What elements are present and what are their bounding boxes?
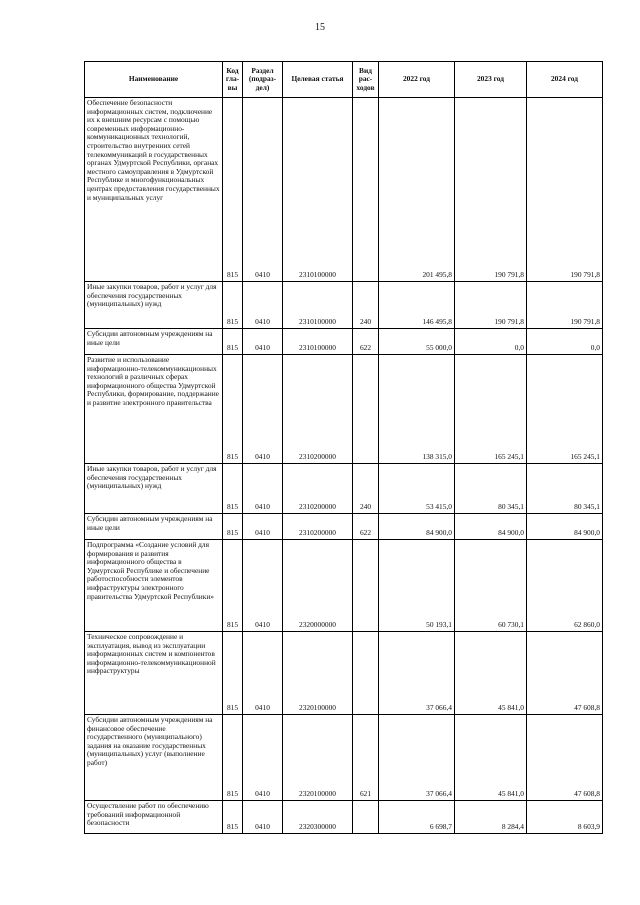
row-2024: 47 608,8 [527,632,603,715]
row-2022: 6 698,7 [379,801,455,834]
row-article: 2310100000 [283,282,353,329]
row-expense-type [353,801,379,834]
row-2023: 60 730,1 [455,540,527,632]
row-name: Техническое сопровождение и эксплуатация, вывод из эксплуатации информационных систем и компонентов информационно-телекоммуникационной инфраструктуры [85,632,223,715]
row-article: 2310100000 [283,329,353,355]
header-2024: 2024 год [527,62,603,98]
row-2024: 84 900,0 [527,514,603,540]
row-expense-type: 621 [353,715,379,801]
row-2023: 80 345,1 [455,464,527,514]
table-row [85,464,603,514]
row-code: 815 [223,464,243,514]
row-section: 0410 [243,464,283,514]
row-code: 815 [223,355,243,464]
row-2022: 84 900,0 [379,514,455,540]
row-2024: 190 791,8 [527,282,603,329]
row-2022: 146 495,8 [379,282,455,329]
header-code: Код гла- вы [223,62,243,98]
row-name: Субсидии автономным учреждениям на финансовое обеспечение государственного (муниципального) задания на оказание государственных (муниципальных) услуг (выполнение работ) [85,715,223,801]
row-expense-type [353,540,379,632]
budget-table [84,61,603,834]
row-2022: 37 066,4 [379,632,455,715]
header-2023: 2023 год [455,62,527,98]
row-2022: 37 066,4 [379,715,455,801]
row-article: 2320300000 [283,801,353,834]
header-section: Раздел (подраз- дел) [243,62,283,98]
table-row [85,801,603,834]
row-name: Иные закупки товаров, работ и услуг для обеспечения государственных (муниципальных) нужд [85,282,223,329]
row-code: 815 [223,540,243,632]
row-expense-type [353,632,379,715]
row-2023: 190 791,8 [455,98,527,282]
header-expense-type: Вид рас- ходов [353,62,379,98]
row-2023: 84 900,0 [455,514,527,540]
row-2023: 45 841,0 [455,715,527,801]
row-expense-type [353,98,379,282]
row-section: 0410 [243,715,283,801]
row-name: Осуществление работ по обеспечению требований информационной безопасности [85,801,223,834]
row-article: 2310100000 [283,98,353,282]
row-name: Обеспечение безопасности информационных систем, подключение их к внешним ресурсам с помощью современных информационно-коммуникационных технологий, строительство внутренних сетей телекоммуникаций в государственных органах Удмуртской Республики, органах местного самоуправления в Удмуртской Республике и многофункциональных центрах предоставления государственных и муниципальных услуг [85,98,223,282]
row-2024: 62 860,0 [527,540,603,632]
table-row [85,355,603,464]
row-code: 815 [223,98,243,282]
table-row [85,715,603,801]
row-article: 2310200000 [283,514,353,540]
table-row [85,514,603,540]
row-expense-type: 622 [353,514,379,540]
table-row [85,632,603,715]
row-section: 0410 [243,514,283,540]
table-row [85,540,603,632]
row-article: 2310200000 [283,355,353,464]
row-2024: 8 603,9 [527,801,603,834]
row-article: 2320100000 [283,715,353,801]
row-2023: 190 791,8 [455,282,527,329]
row-section: 0410 [243,355,283,464]
row-name: Субсидии автономным учреждениям на иные цели [85,329,223,355]
row-expense-type: 240 [353,282,379,329]
row-section: 0410 [243,540,283,632]
row-2024: 47 608,8 [527,715,603,801]
table-row [85,329,603,355]
row-2022: 201 495,8 [379,98,455,282]
row-name: Субсидии автономным учреждениям на иные цели [85,514,223,540]
row-2023: 8 284,4 [455,801,527,834]
header-2022: 2022 год [379,62,455,98]
row-expense-type: 622 [353,329,379,355]
header-name: Наименование [85,62,223,98]
row-code: 815 [223,801,243,834]
row-section: 0410 [243,632,283,715]
row-section: 0410 [243,801,283,834]
row-2023: 0,0 [455,329,527,355]
row-code: 815 [223,329,243,355]
row-code: 815 [223,632,243,715]
row-2024: 80 345,1 [527,464,603,514]
header-row [85,62,603,98]
row-section: 0410 [243,329,283,355]
table-row [85,98,603,282]
row-expense-type: 240 [353,464,379,514]
row-2022: 53 415,0 [379,464,455,514]
row-2023: 45 841,0 [455,632,527,715]
row-2023: 165 245,1 [455,355,527,464]
row-2022: 138 315,0 [379,355,455,464]
row-expense-type [353,355,379,464]
row-section: 0410 [243,98,283,282]
row-article: 2310200000 [283,464,353,514]
row-article: 2320100000 [283,632,353,715]
row-2022: 50 193,1 [379,540,455,632]
row-2024: 0,0 [527,329,603,355]
row-name: Подпрограмма «Создание условий для формирования и развития информационного общества в Удмуртской Республике и обеспечение работоспособности элементов инфраструктуры электронного правительства Удмуртской Республики» [85,540,223,632]
row-section: 0410 [243,282,283,329]
row-code: 815 [223,514,243,540]
row-2024: 190 791,8 [527,98,603,282]
row-name: Иные закупки товаров, работ и услуг для обеспечения государственных (муниципальных) нужд [85,464,223,514]
row-name: Развитие и использование информационно-телекоммуникационных технологий в различных сферах информационного общества Удмуртской Республики, формирование, поддержание и развитие электронного правительства [85,355,223,464]
row-code: 815 [223,282,243,329]
row-2022: 55 000,0 [379,329,455,355]
row-2024: 165 245,1 [527,355,603,464]
row-article: 2320000000 [283,540,353,632]
page-number: 15 [315,22,325,33]
row-code: 815 [223,715,243,801]
table-row [85,282,603,329]
header-article: Целевая статья [283,62,353,98]
